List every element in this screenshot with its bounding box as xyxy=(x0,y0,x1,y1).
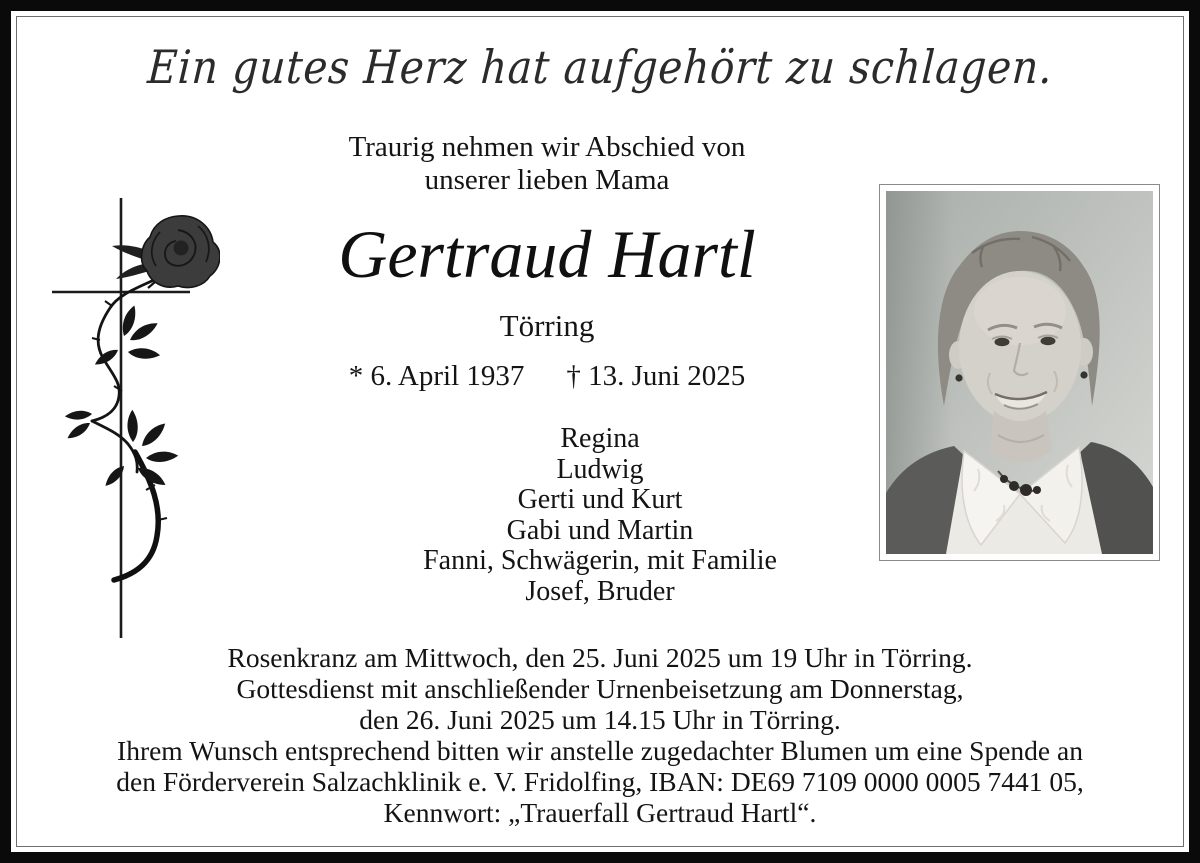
birth-date: * 6. April 1937 xyxy=(348,360,525,392)
deceased-name: Gertraud Hartl xyxy=(338,216,756,292)
rose-cross-icon xyxy=(40,190,220,640)
announcement-line: Rosenkranz am Mittwoch, den 25. Juni 2025 um 19 Uhr in Törring. xyxy=(227,642,973,673)
mourner-line: Ludwig xyxy=(556,453,644,485)
announcement-text xyxy=(0,642,1200,828)
place-name: Törring xyxy=(499,308,595,343)
announcement-line: Gottesdienst mit anschließender Urnenbeisetzung am Donnerstag, xyxy=(236,673,964,704)
announcement-line: Ihrem Wunsch entsprechend bitten wir anstelle zugedachter Blumen um eine Spende an xyxy=(117,735,1083,766)
mourner-line: Fanni, Schwägerin, mit Familie xyxy=(423,545,777,576)
mourner-line: Josef, Bruder xyxy=(525,575,675,607)
portrait-photo-frame xyxy=(879,184,1160,561)
epitaph-text: Ein gutes Herz hat aufgehört zu schlagen. xyxy=(145,40,1055,94)
intro-line-1: Traurig nehmen wir Abschied von xyxy=(348,131,746,163)
portrait-photo xyxy=(886,191,1153,554)
death-date: † 13. Juni 2025 xyxy=(566,360,746,392)
intro-line-2: unserer lieben Mama xyxy=(424,164,670,196)
mourner-line: Regina xyxy=(560,423,640,454)
announcement-line: den 26. Juni 2025 um 14.15 Uhr in Törring. xyxy=(359,704,841,735)
epitaph-line xyxy=(0,40,1200,94)
mourner-line: Gabi und Martin xyxy=(506,514,694,546)
mourner-line: Gerti und Kurt xyxy=(517,484,683,515)
announcement-line: den Förderverein Salzachklinik e. V. Fridolfing, IBAN: DE69 7109 0000 0005 7441 05, xyxy=(116,766,1084,797)
announcement-line: Kennwort: „Trauerfall Gertraud Hartl“. xyxy=(383,797,817,828)
